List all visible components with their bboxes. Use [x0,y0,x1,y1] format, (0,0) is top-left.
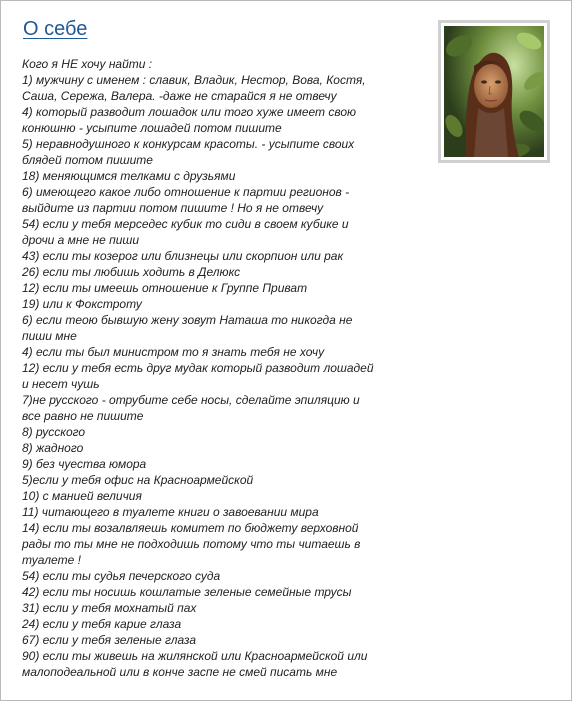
about-text [22,56,412,680]
portrait-photo-icon [444,26,544,157]
about-line: туалете ! [22,553,81,567]
about-line: 8) русского [22,425,86,439]
about-line: 19) или к Фокстроту [22,297,142,311]
about-line: 1) мужчину с именем : славик, Владик, Нестор, Вова, Костя, [22,73,366,87]
about-line: 8) жадного [22,441,84,455]
about-line: Кого я НЕ хочу найти : [22,57,153,71]
about-line: 12) если ты имеешь отношение к Группе Приват [22,281,308,295]
about-line: выйдите из партии потом пишите ! Но я не отвечу [22,201,324,215]
about-line: 10) с манией величия [22,489,142,503]
about-line: дрочи а мне не пиши [22,233,140,247]
about-line: 11) читающего в туалете книги о завоевании мира [22,505,319,519]
about-line: 5)если у тебя офис на Красноармейской [22,473,254,487]
about-line: 54) если ты судья печерского суда [22,569,221,583]
about-line: 54) если у тебя мерседес кубик то сиди в своем кубике и [22,217,349,231]
about-line: 42) если ты носишь кошлатые зеленые семейные трусы [22,585,352,599]
about-line: 9) без чуества юмора [22,457,147,471]
about-line: блядей потом пишите [22,153,153,167]
section-title-link[interactable]: О себе [23,18,88,40]
about-line: 14) если ты возалвляешь комитет по бюджету верховной [22,521,359,535]
about-line: Саша, Сережа, Валера. -даже не старайся я не отвечу [22,89,337,103]
about-line: и несет чушь [22,377,100,391]
profile-photo-frame[interactable] [438,20,550,163]
about-line: малоподеальной или в конче заспе не смей писать мне [22,665,338,679]
about-line: 18) меняющимся телками с друзьями [22,169,236,183]
about-line: 31) если у тебя мохнатый пах [22,601,197,615]
about-line: все равно не пишите [22,409,144,423]
about-line: 7)не русского - отрубите себе носы, сделайте эпиляцию и [22,393,360,407]
about-line: 90) если ты живешь на жилянской или Красноармейской или [22,649,368,663]
about-line: 4) если ты был министром то я знать тебя не хочу [22,345,325,359]
about-line: 43) если ты козерог или близнецы или скорпион или рак [22,249,344,263]
about-line: 67) если у тебя зеленые глаза [22,633,197,647]
about-line: конюшню - усыпите лошадей потом пишите [22,121,282,135]
about-line: 6) имеющего какое либо отношение к партии регионов - [22,185,350,199]
about-line: пиши мне [22,329,77,343]
about-line: 5) неравнодушного к конкурсам красоты. - усыпите своих [22,137,355,151]
about-line: 26) если ты любишь ходить в Делюкс [22,265,241,279]
about-line: 4) который разводит лошадок или того хуже имеет свою [22,105,357,119]
about-line: 6) если теою бывшую жену зовут Наташа то никогда не [22,313,353,327]
about-line: 12) если у тебя есть друг мудак который разводит лошадей [22,361,374,375]
about-line: рады то ты мне не подходишь потому что ты читаешь в [22,537,361,551]
about-line: 24) если у тебя карие глаза [22,617,182,631]
